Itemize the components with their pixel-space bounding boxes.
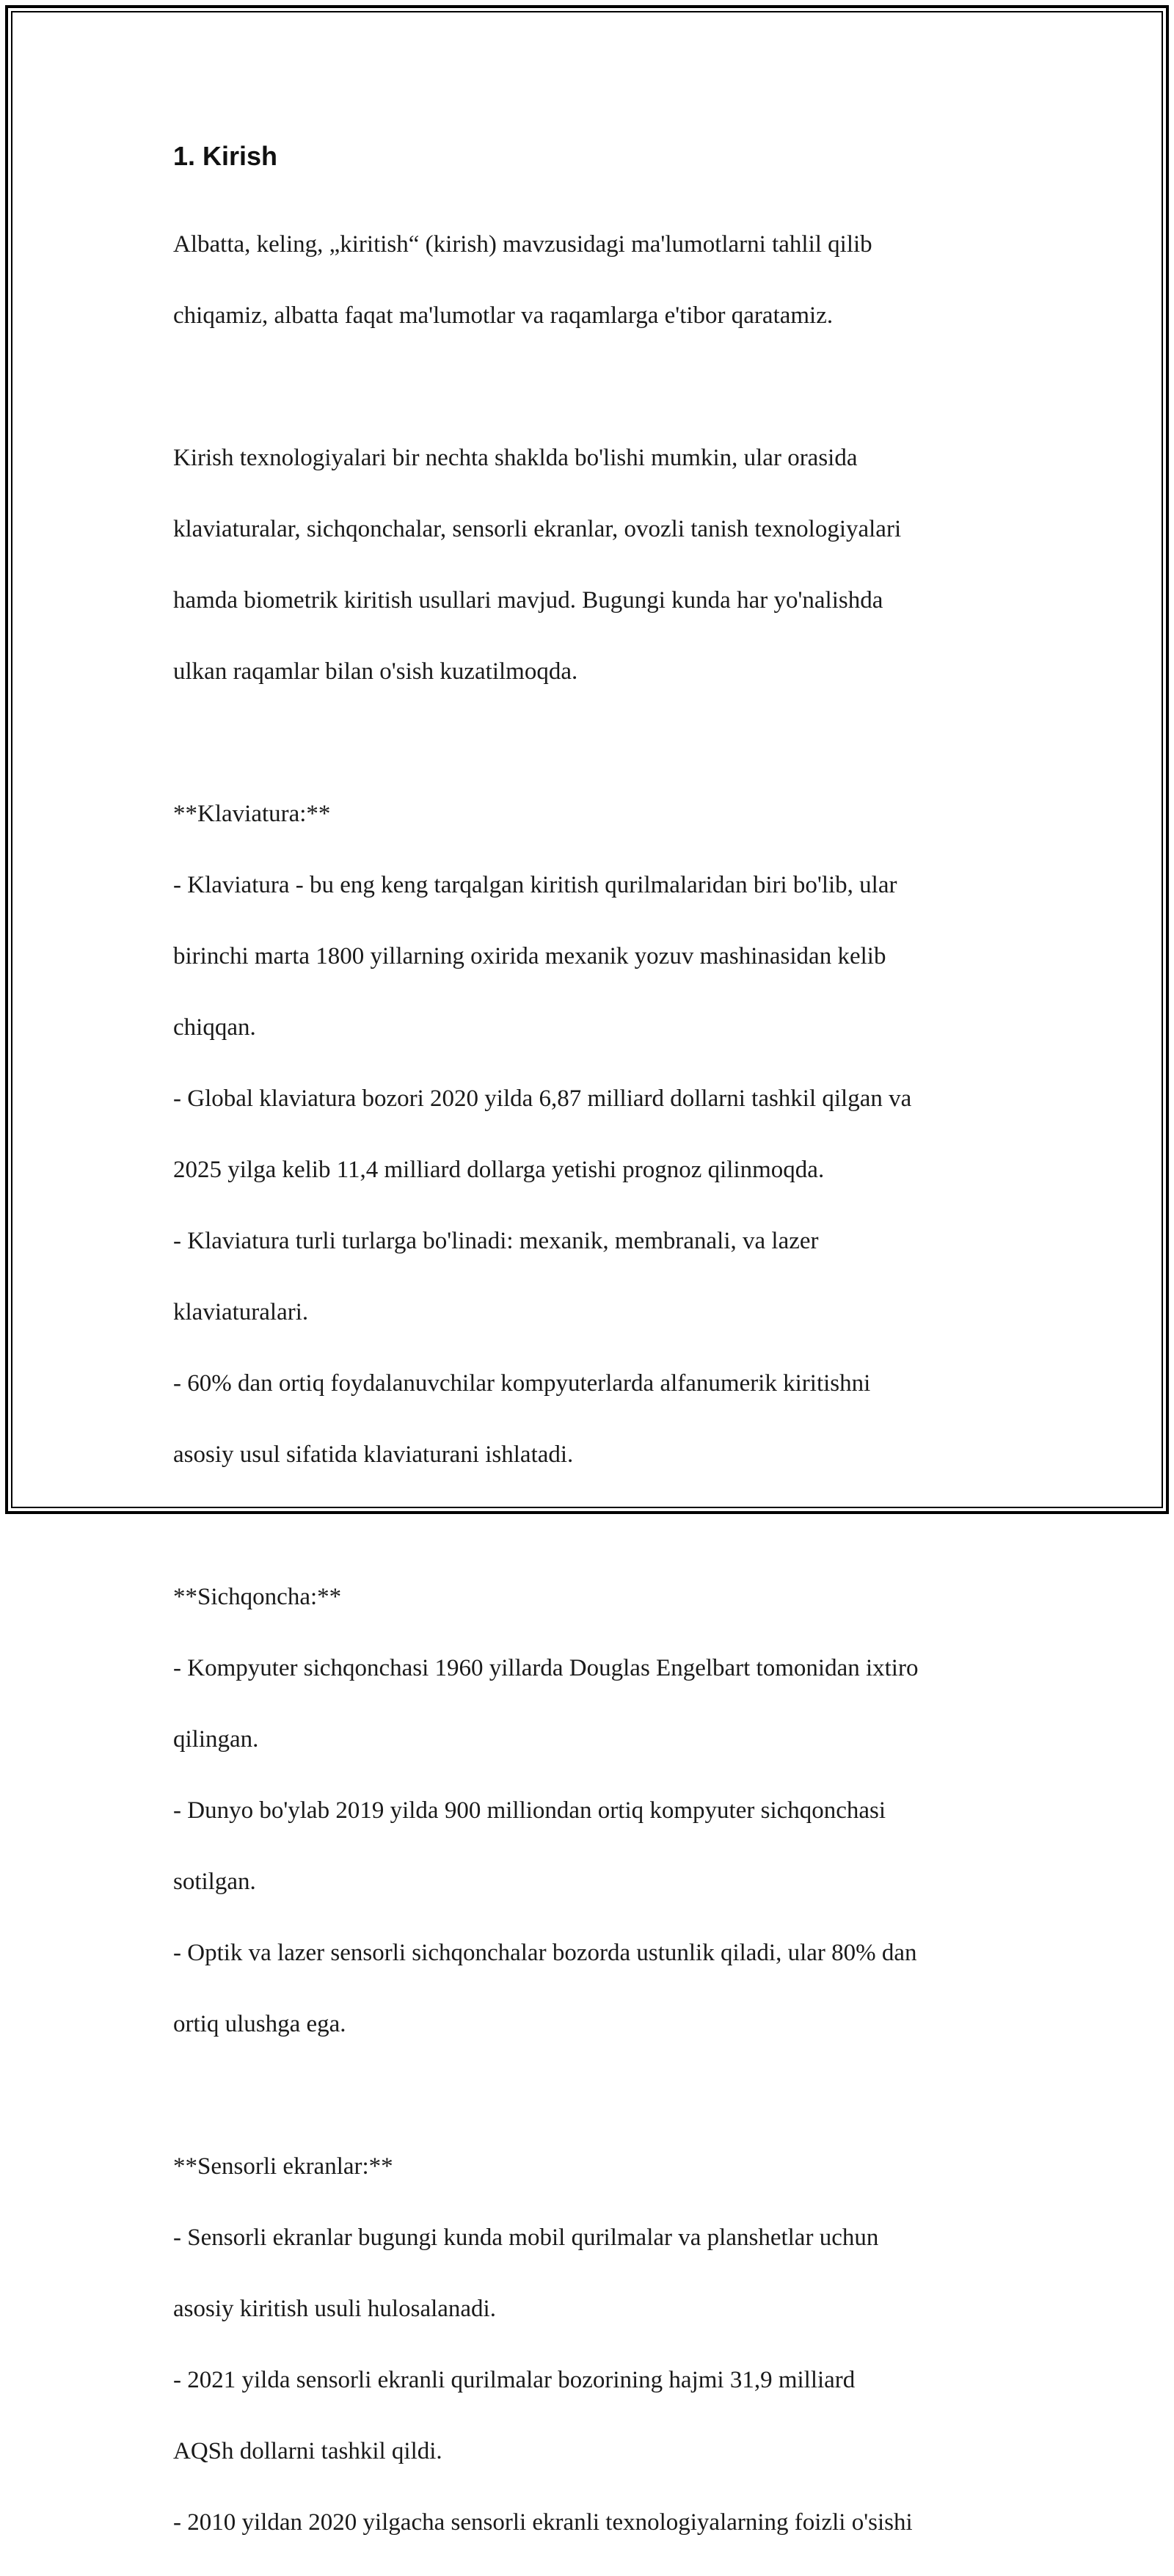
- text-line: - Kompyuter sichqonchasi 1960 yillarda Douglas Engelbart tomonidan ixtiro: [173, 1654, 919, 1681]
- intro-paragraph: [173, 191, 1024, 369]
- text-line: - Sensorli ekranlar bugungi kunda mobil qurilmalar va planshetlar uchun: [173, 2224, 879, 2251]
- text-line: - Klaviatura turli turlarga bo'linadi: mexanik, membranali, va lazer: [173, 1227, 819, 1254]
- section-heading: 1. Kirish: [173, 141, 278, 171]
- text-line: - Optik va lazer sensorli sichqonchalar bozorda ustunlik qiladi, ular 80% dan: [173, 1939, 917, 1966]
- text-line: qilingan.: [173, 1725, 259, 1753]
- text-line: AQSh dollarni tashkil qildi.: [173, 2437, 442, 2464]
- text-line: hamda biometrik kiritish usullari mavjud. Bugungi kunda har yo'nalishda: [173, 586, 883, 614]
- paragraph-spacer: [173, 1508, 1024, 1544]
- text-line: - Klaviatura - bu eng keng tarqalgan kiritish qurilmalaridan biri bo'lib, ular: [173, 871, 897, 898]
- touchscreen-section: [173, 2113, 1024, 2576]
- text-line: Albatta, keling, „kiritish“ (kirish) mavzusidagi ma'lumotlarni tahlil qilib: [173, 230, 872, 258]
- paragraph-spacer: [173, 2078, 1024, 2114]
- text-line: - 2021 yilda sensorli ekranli qurilmalar bozorining hajmi 31,9 milliard: [173, 2366, 856, 2393]
- paragraph-spacer: [173, 369, 1024, 405]
- text-line: klaviaturalari.: [173, 1298, 309, 1325]
- text-line: birinchi marta 1800 yillarning oxirida mexanik yozuv mashinasidan kelib: [173, 942, 886, 969]
- subsection-title: **Klaviatura:**: [173, 800, 331, 827]
- document-body: [173, 138, 1024, 2576]
- text-line: sotilgan.: [173, 1868, 256, 1895]
- text-line: Kirish texnologiyalari bir nechta shaklda bo'lishi mumkin, ular orasida: [173, 444, 858, 471]
- subsection-title: **Sichqoncha:**: [173, 1583, 342, 1610]
- overview-paragraph: [173, 404, 1024, 725]
- text-line: chiqqan.: [173, 1014, 256, 1041]
- keyboard-section: [173, 760, 1024, 1508]
- text-line: ulkan raqamlar bilan o'sish kuzatilmoqda.: [173, 658, 578, 685]
- text-line: asosiy kiritish usuli hulosalanadi.: [173, 2295, 496, 2322]
- text-line: chiqamiz, albatta faqat ma'lumotlar va raqamlarga e'tibor qaratamiz.: [173, 302, 834, 329]
- text-line: ortiq ulushga ega.: [173, 2010, 346, 2037]
- text-line: 2025 yilga kelib 11,4 milliard dollarga yetishi prognoz qilinmoqda.: [173, 1156, 825, 1183]
- mouse-section: [173, 1543, 1024, 2078]
- text-line: - Global klaviatura bozori 2020 yilda 6,87 milliard dollarni tashkil qilgan va: [173, 1085, 912, 1112]
- text-line: - Dunyo bo'ylab 2019 yilda 900 milliondan ortiq kompyuter sichqonchasi: [173, 1797, 886, 1824]
- subsection-title: **Sensorli ekranlar:**: [173, 2153, 393, 2180]
- text-line: klaviaturalar, sichqonchalar, sensorli ekranlar, ovozli tanish texnologiyalari: [173, 515, 902, 542]
- paragraph-spacer: [173, 725, 1024, 761]
- text-line: asosiy usul sifatida klaviaturani ishlatadi.: [173, 1441, 574, 1468]
- text-line: - 2010 yildan 2020 yilgacha sensorli ekranli texnologiyalarning foizli o'sishi: [173, 2508, 913, 2536]
- text-line: - 60% dan ortiq foydalanuvchilar kompyuterlarda alfanumerik kiritishni: [173, 1369, 871, 1397]
